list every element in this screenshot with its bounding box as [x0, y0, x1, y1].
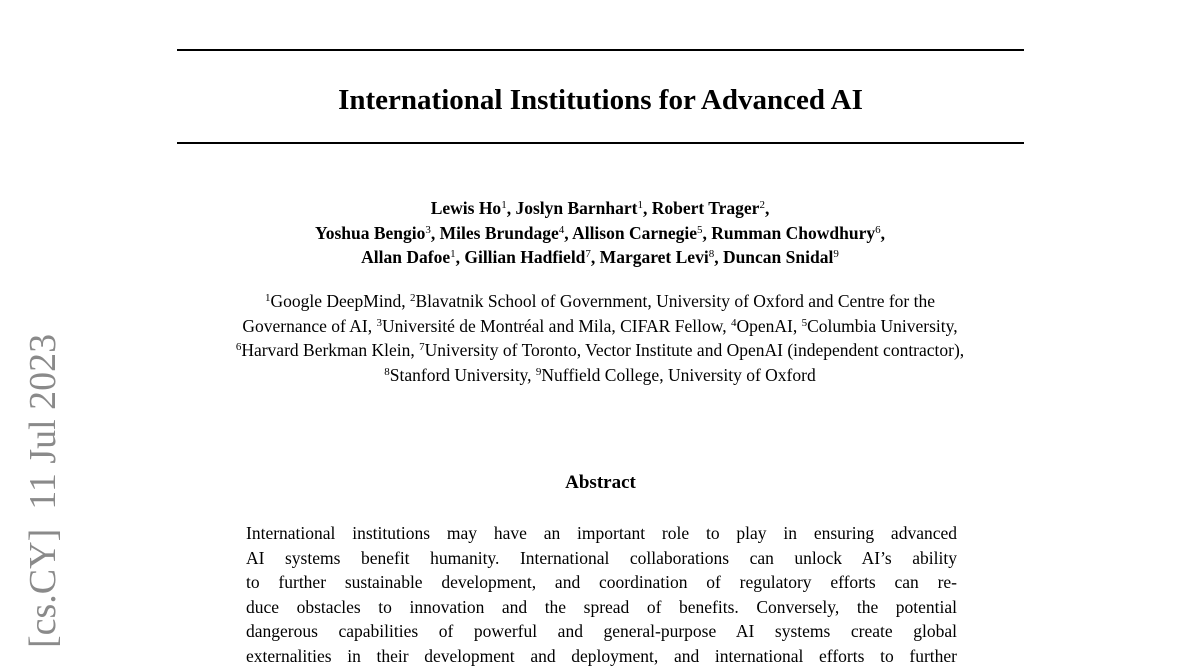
abstract-heading: Abstract — [177, 470, 1024, 496]
arxiv-side-stamp: [cs.CY] 11 Jul 2023 — [19, 334, 67, 648]
author-line — [200, 221, 1000, 246]
author-affiliation-mark: 1 — [450, 248, 456, 260]
author-name: Duncan Snidal — [723, 247, 833, 267]
affiliation-number: 4 — [731, 317, 737, 329]
author-name: Gillian Hadfield — [464, 247, 585, 267]
author-separator: , — [643, 198, 652, 218]
author-separator: , — [714, 247, 723, 267]
title-bottom-rule — [177, 142, 1024, 144]
author-line — [200, 196, 1000, 221]
abstract-line: duce obstacles to innovation and the spread of benefits. Conversely, the potential — [246, 595, 957, 620]
abstract-line: externalities in their development and deployment, and international efforts to further — [246, 644, 957, 668]
author-affiliation-mark: 3 — [425, 224, 431, 236]
affiliation-number: 9 — [536, 366, 542, 378]
title-top-rule — [177, 49, 1024, 51]
paper-title: International Institutions for Advanced AI — [177, 80, 1024, 120]
affiliation-text: Stanford University, — [390, 365, 536, 385]
author-name: Rumman Chowdhury — [711, 223, 875, 243]
author-name: Lewis Ho — [431, 198, 502, 218]
abstract-line: dangerous capabilities of powerful and general-purpose AI systems create global — [246, 619, 957, 644]
abstract-line: AI systems benefit humanity. International collaborations can unlock AI’s ability — [246, 546, 957, 571]
affiliation-number: 3 — [376, 317, 382, 329]
author-affiliation-mark: 9 — [833, 248, 839, 260]
affiliation-number: 1 — [265, 292, 271, 304]
affiliations — [228, 289, 972, 387]
author-affiliation-mark: 7 — [585, 248, 591, 260]
author-name: Joslyn Barnhart — [515, 198, 637, 218]
abstract-line: International institutions may have an important role to play in ensuring advanced — [246, 521, 957, 546]
affiliation-text: Nuffield College, University of Oxford — [541, 365, 815, 385]
author-affiliation-mark: 2 — [759, 199, 765, 211]
author-affiliation-mark: 8 — [709, 248, 715, 260]
author-separator: , — [591, 247, 600, 267]
abstract-line: to further sustainable development, and coordination of regulatory efforts can re- — [246, 570, 957, 595]
author-separator: , — [431, 223, 440, 243]
affiliation-number: 6 — [236, 341, 242, 353]
author-separator: , — [564, 223, 572, 243]
affiliation-text: Google DeepMind, — [270, 291, 410, 311]
author-name: Margaret Levi — [600, 247, 709, 267]
affiliation-text: Blavatnik School of Government, University of Oxford and Centre for the Governance of AI, — [242, 291, 935, 336]
affiliation-text: Columbia University, — [807, 316, 958, 336]
author-affiliation-mark: 1 — [637, 199, 643, 211]
affiliation-number: 8 — [384, 366, 390, 378]
author-line — [200, 245, 1000, 270]
abstract-body — [246, 521, 957, 668]
author-name: Yoshua Bengio — [315, 223, 425, 243]
author-name: Miles Brundage — [440, 223, 559, 243]
author-separator: , — [703, 223, 712, 243]
affiliation-text: Harvard Berkman Klein, — [241, 340, 419, 360]
author-list — [200, 196, 1000, 270]
author-affiliation-mark: 5 — [697, 224, 703, 236]
author-affiliation-mark: 1 — [501, 199, 507, 211]
author-separator: , — [456, 247, 465, 267]
affiliation-number: 2 — [410, 292, 416, 304]
author-affiliation-mark: 4 — [559, 224, 565, 236]
affiliation-text: OpenAI, — [736, 316, 801, 336]
author-name: Allan Dafoe — [361, 247, 450, 267]
author-separator: , — [765, 198, 769, 218]
affiliation-number: 7 — [419, 341, 425, 353]
author-separator: , — [881, 223, 885, 243]
author-name: Robert Trager — [652, 198, 760, 218]
author-separator: , — [507, 198, 516, 218]
affiliation-text: Université de Montréal and Mila, CIFAR Fellow, — [382, 316, 731, 336]
affiliation-text: University of Toronto, Vector Institute and OpenAI (independent contractor), — [425, 340, 965, 360]
author-name: Allison Carnegie — [572, 223, 697, 243]
author-affiliation-mark: 6 — [875, 224, 881, 236]
affiliation-number: 5 — [802, 317, 808, 329]
